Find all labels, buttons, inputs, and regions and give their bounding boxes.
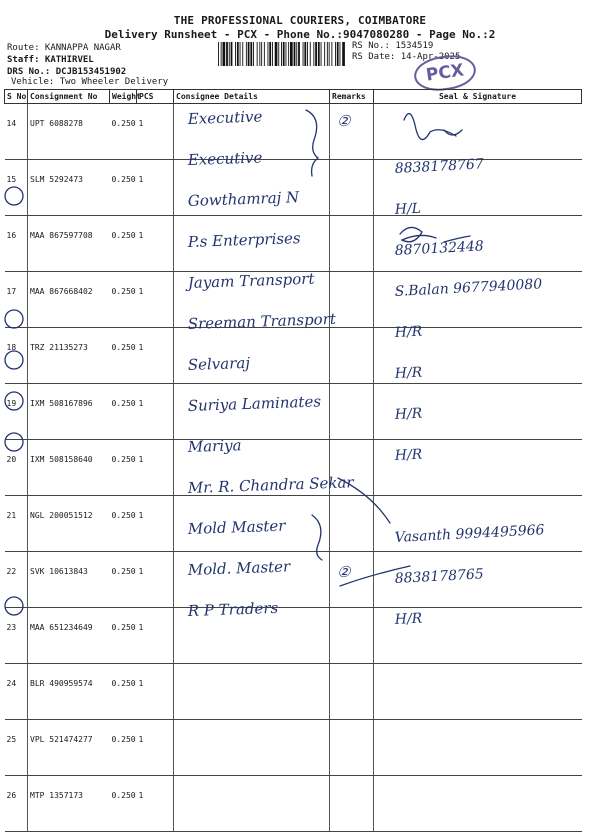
consignee-handwritten: R P Traders [187, 598, 279, 620]
col-header-weight: Weight [110, 90, 137, 104]
consignment-number: BLR 490959574 [28, 664, 110, 720]
signature-handwritten: H/L [394, 200, 422, 218]
consignee-handwritten: Executive [187, 107, 263, 128]
weight-value: 0.250 [110, 384, 137, 440]
weight-value: 0.250 [110, 440, 137, 496]
consignment-number: MTP 1357173 [28, 776, 110, 832]
rs-date: RS Date: 14-Apr-2025 [352, 52, 461, 62]
pcs-value: 1 [137, 328, 174, 384]
row-sno: 17 [5, 272, 28, 328]
row-number-circle [5, 310, 23, 328]
row-sno: 23 [5, 608, 28, 664]
consignee-handwritten: Mariya [187, 436, 242, 456]
consignee-handwritten: Gowthamraj N [187, 188, 300, 210]
weight-value: 0.250 [110, 552, 137, 608]
row-sno: 26 [5, 776, 28, 832]
col-header-consignment: Consignment No [28, 90, 110, 104]
row-number-circle [5, 187, 23, 205]
consignment-number: VPL 521474277 [28, 720, 110, 776]
row-sno: 14 [5, 104, 28, 160]
row-sno: 25 [5, 720, 28, 776]
pcs-value: 1 [137, 664, 174, 720]
row-sno: 21 [5, 496, 28, 552]
signature-handwritten: H/R [394, 405, 423, 423]
drs-number: DRS No.: DCJB153451902 [7, 67, 127, 77]
consignment-number: SLM 5292473 [28, 160, 110, 216]
row-number-circle [5, 351, 23, 369]
weight-value: 0.250 [110, 720, 137, 776]
col-header-sno: S No [5, 90, 28, 104]
staff-label: Staff: KATHIRVEL [7, 55, 94, 65]
consignee-handwritten: Mold. Master [187, 557, 291, 579]
signature-handwritten: 8870132448 [394, 238, 485, 259]
row-sno: 16 [5, 216, 28, 272]
row-number-circle [5, 392, 23, 410]
consignment-number: IXM 508167896 [28, 384, 110, 440]
row-number-circle [5, 597, 23, 615]
consignee-handwritten: Jayam Transport [187, 269, 315, 292]
runsheet-subtitle: Delivery Runsheet - PCX - Phone No.:9047080280 - Page No.:2 [104, 28, 496, 41]
brace-mark [306, 110, 318, 176]
pcx-stamp: PCX [412, 52, 478, 94]
row-sno: 24 [5, 664, 28, 720]
col-header-consignee: Consignee Details [174, 90, 330, 104]
pcs-value: 1 [137, 384, 174, 440]
signature-handwritten: Vasanth 9994495966 [394, 522, 545, 546]
row-sno: 20 [5, 440, 28, 496]
col-header-remarks: Remarks [330, 90, 374, 104]
consignee-handwritten: Mold Master [187, 516, 286, 538]
pcs-value: 1 [137, 608, 174, 664]
signature-scribble [404, 114, 462, 140]
remark-handwritten: ② [337, 112, 351, 130]
weight-value: 0.250 [110, 160, 137, 216]
signature-handwritten: 8838178765 [394, 566, 485, 587]
consignee-handwritten: Selvaraj [187, 353, 251, 374]
page-title: THE PROFESSIONAL COURIERS, COIMBATORE [173, 14, 427, 27]
pcs-value: 1 [137, 776, 174, 832]
route-label: Route: KANNAPPA NAGAR [7, 43, 121, 53]
pcs-value: 1 [137, 160, 174, 216]
consignment-number: IXM 508158640 [28, 440, 110, 496]
col-header-pcs: PCS [137, 90, 174, 104]
pcs-value: 1 [137, 272, 174, 328]
consignee-handwritten: Sreeman Transport [187, 309, 337, 333]
row-number-circle [5, 433, 23, 451]
weight-value: 0.250 [110, 216, 137, 272]
signature-handwritten: H/R [394, 610, 423, 628]
col-header-seal-signature: Seal & Signature [374, 90, 582, 104]
signature-handwritten: H/R [394, 364, 423, 382]
weight-value: 0.250 [110, 272, 137, 328]
weight-value: 0.250 [110, 496, 137, 552]
pcs-value: 1 [137, 552, 174, 608]
signature-handwritten: H/R [394, 446, 423, 464]
consignee-handwritten: Executive [187, 148, 263, 169]
brace-mark-lower [312, 515, 322, 560]
consignee-handwritten: Mr. R. Chandra Sekar [187, 473, 354, 497]
consignee-handwritten: Suriya Laminates [187, 392, 322, 415]
weight-value: 0.250 [110, 664, 137, 720]
weight-value: 0.250 [110, 328, 137, 384]
row-sno: 19 [5, 384, 28, 440]
consignment-number: UPT 6088278 [28, 104, 110, 160]
consignment-number: MAA 651234649 [28, 608, 110, 664]
pcs-value: 1 [137, 496, 174, 552]
consignment-number: SVK 10613843 [28, 552, 110, 608]
consignment-number: TRZ 21135273 [28, 328, 110, 384]
consignment-number: MAA 867597708 [28, 216, 110, 272]
weight-value: 0.250 [110, 776, 137, 832]
row-sno: 15 [5, 160, 28, 216]
pcs-value: 1 [137, 104, 174, 160]
consignment-number: MAA 867668402 [28, 272, 110, 328]
row-sno: 22 [5, 552, 28, 608]
remark-handwritten: ② [337, 563, 351, 581]
weight-value: 0.250 [110, 104, 137, 160]
pcs-value: 1 [137, 720, 174, 776]
consignee-handwritten: P.s Enterprises [187, 229, 301, 251]
rs-number: RS No.: 1534519 [352, 41, 434, 51]
pcs-value: 1 [137, 440, 174, 496]
vehicle-label: Vehicle: Two Wheeler Delivery [11, 77, 169, 87]
pcs-value: 1 [137, 216, 174, 272]
consignment-number: NGL 200051512 [28, 496, 110, 552]
weight-value: 0.250 [110, 608, 137, 664]
signature-handwritten: H/R [394, 323, 423, 341]
row-sno: 18 [5, 328, 28, 384]
signature-handwritten: S.Balan 9677940080 [394, 276, 543, 300]
signature-handwritten: 8838178767 [394, 156, 485, 177]
